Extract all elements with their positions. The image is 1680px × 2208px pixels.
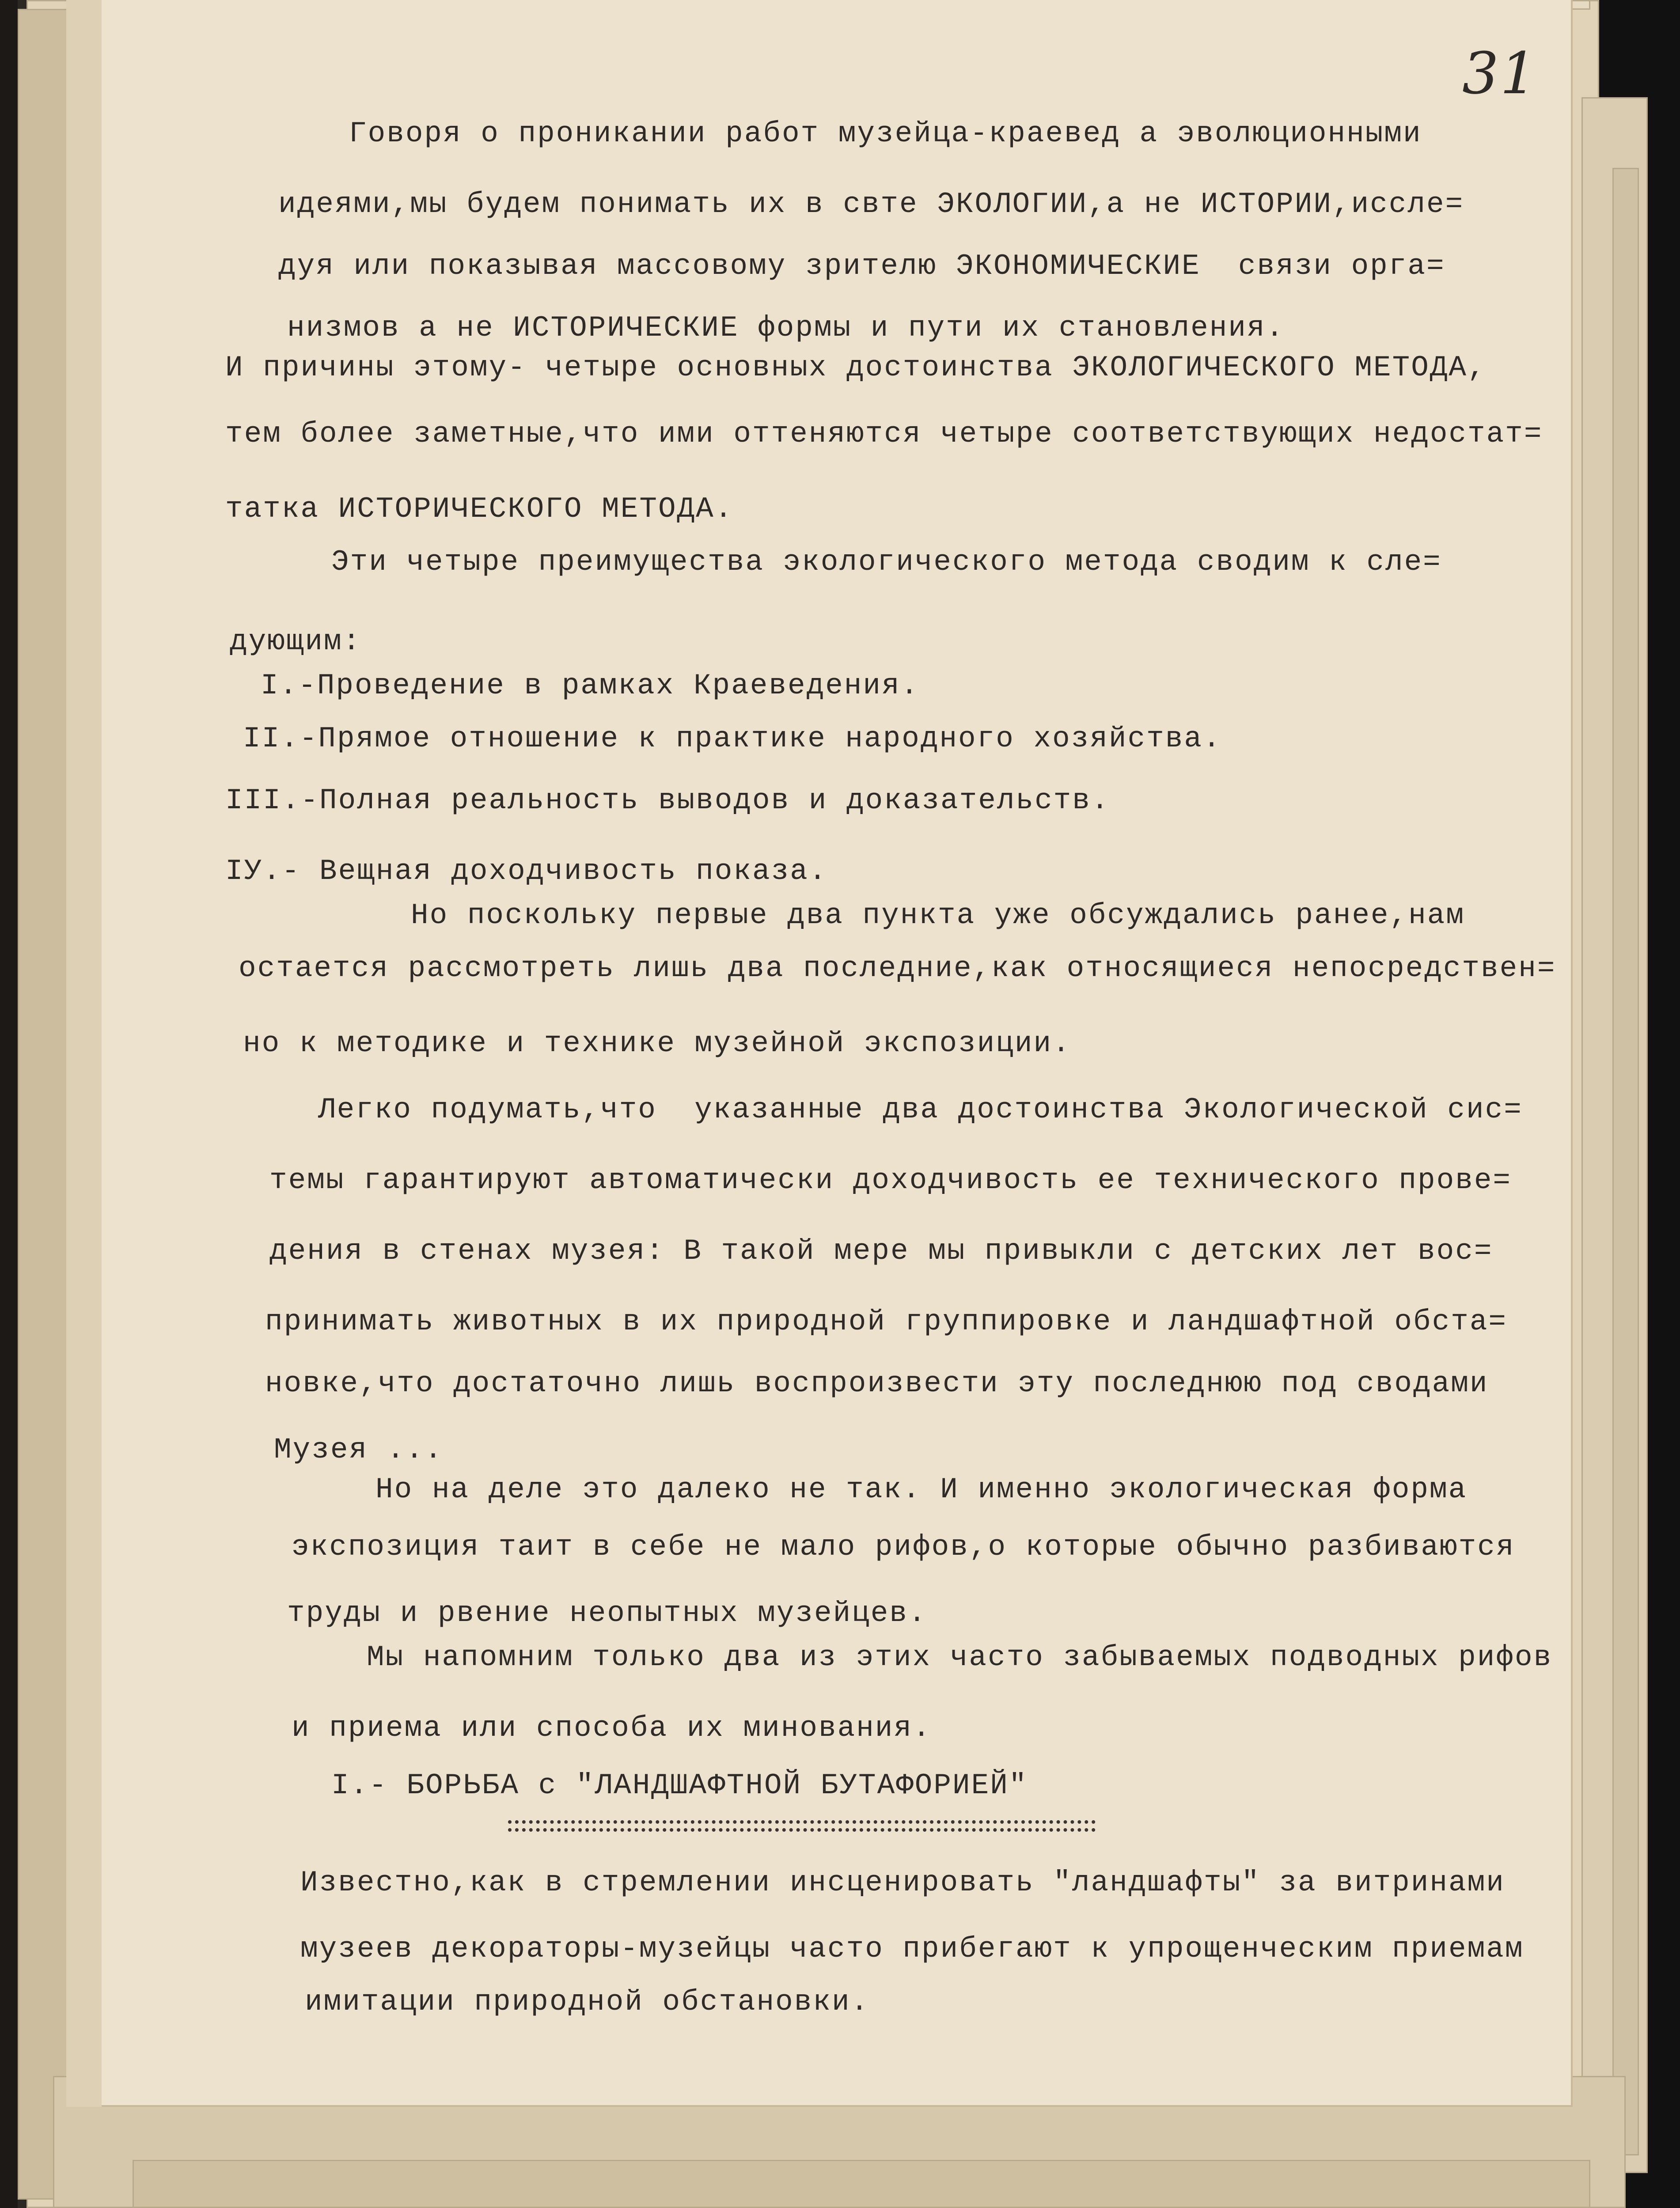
underlying-sheet-bottom-edge — [133, 2160, 1590, 2208]
text-line: дующим: — [230, 625, 362, 658]
document-page — [66, 0, 1573, 2107]
list-item: IУ.- Вещная доходчивость показа. — [225, 855, 828, 888]
text-line: тем более заметные,что ими оттеняются четыре соответствующих недостат= — [225, 417, 1543, 451]
text-line: Известно,как в стремлении инсценировать "ландшафты" за витринами — [300, 1866, 1505, 1899]
text-line: идеями,мы будем понимать их в свте ЭКОЛОГИИ,а не ИСТОРИИ,иссле= — [278, 188, 1464, 221]
list-item: I.-Проведение в рамках Краеведения. — [261, 669, 920, 702]
text-line: Эти четыре преимущества экологического метода сводим к сле= — [331, 545, 1442, 579]
text-line: Но поскольку первые два пункта уже обсуждались ранее,нам — [411, 899, 1465, 932]
list-item: II.-Прямое отношение к практике народного хозяйства. — [243, 722, 1222, 755]
underlying-sheet-left-edge — [18, 9, 71, 2200]
text-line: дения в стенах музея: В такой мере мы привыкли с детских лет вос= — [269, 1235, 1493, 1268]
text-line: Легко подумать,что указанные два достоинства Экологической сис= — [318, 1093, 1523, 1126]
scan-background-left — [0, 0, 18, 2208]
text-line: принимать животных в их природной группировке и ландшафтной обста= — [265, 1305, 1508, 1338]
text-line: дуя или показывая массовому зрителю ЭКОНОМИЧЕСКИЕ связи орга= — [278, 250, 1445, 283]
text-line: низмов а не ИСТОРИЧЕСКИЕ формы и пути их становления. — [287, 311, 1285, 345]
text-line: и приема или способа их минования. — [292, 1712, 932, 1745]
text-line: труды и рвение неопытных музейцев. — [287, 1597, 927, 1630]
text-line: музеев декораторы-музейцы часто прибегают к упрощенческим приемам — [300, 1932, 1524, 1966]
text-line: имитации природной обстановки. — [305, 1985, 870, 2019]
heading-double-underline — [508, 1817, 1096, 1836]
text-line: Говоря о проникании работ музейца-краевед а эволюционными — [349, 117, 1422, 150]
text-line: экспозиция таит в себе не мало рифов,о которые обычно разбиваются — [292, 1530, 1515, 1564]
handwritten-page-number: 31 — [1462, 40, 1538, 107]
typed-text — [66, 0, 1573, 2107]
list-item: III.-Полная реальность выводов и доказательств. — [225, 784, 1110, 817]
text-line: Мы напомним только два из этих часто забываемых подводных рифов — [367, 1641, 1553, 1674]
underlying-sheet-right-edge — [1612, 168, 1639, 2155]
text-line: И причины этому- четыре основных достоинства ЭКОЛОГИЧЕСКОГО МЕТОДА, — [225, 351, 1487, 384]
text-line: остается рассмотреть лишь два последние,как относящиеся непосредствен= — [239, 952, 1556, 985]
text-line: темы гарантируют автоматически доходчивость ее технического прове= — [269, 1164, 1512, 1197]
text-line: но к методике и технике музейной экспозиции. — [243, 1027, 1071, 1060]
text-line: Но на деле это далеко не так. И именно экологическая форма — [375, 1473, 1468, 1506]
text-line: новке,что достаточно лишь воспроизвести эту последнюю под сводами — [265, 1367, 1489, 1400]
text-line: Музея ... — [274, 1433, 444, 1466]
text-line: татка ИСТОРИЧЕСКОГО МЕТОДА. — [225, 492, 734, 526]
section-heading: I.- БОРЬБА с "ЛАНДШАФТНОЙ БУТАФОРИЕЙ" — [331, 1769, 1028, 1802]
